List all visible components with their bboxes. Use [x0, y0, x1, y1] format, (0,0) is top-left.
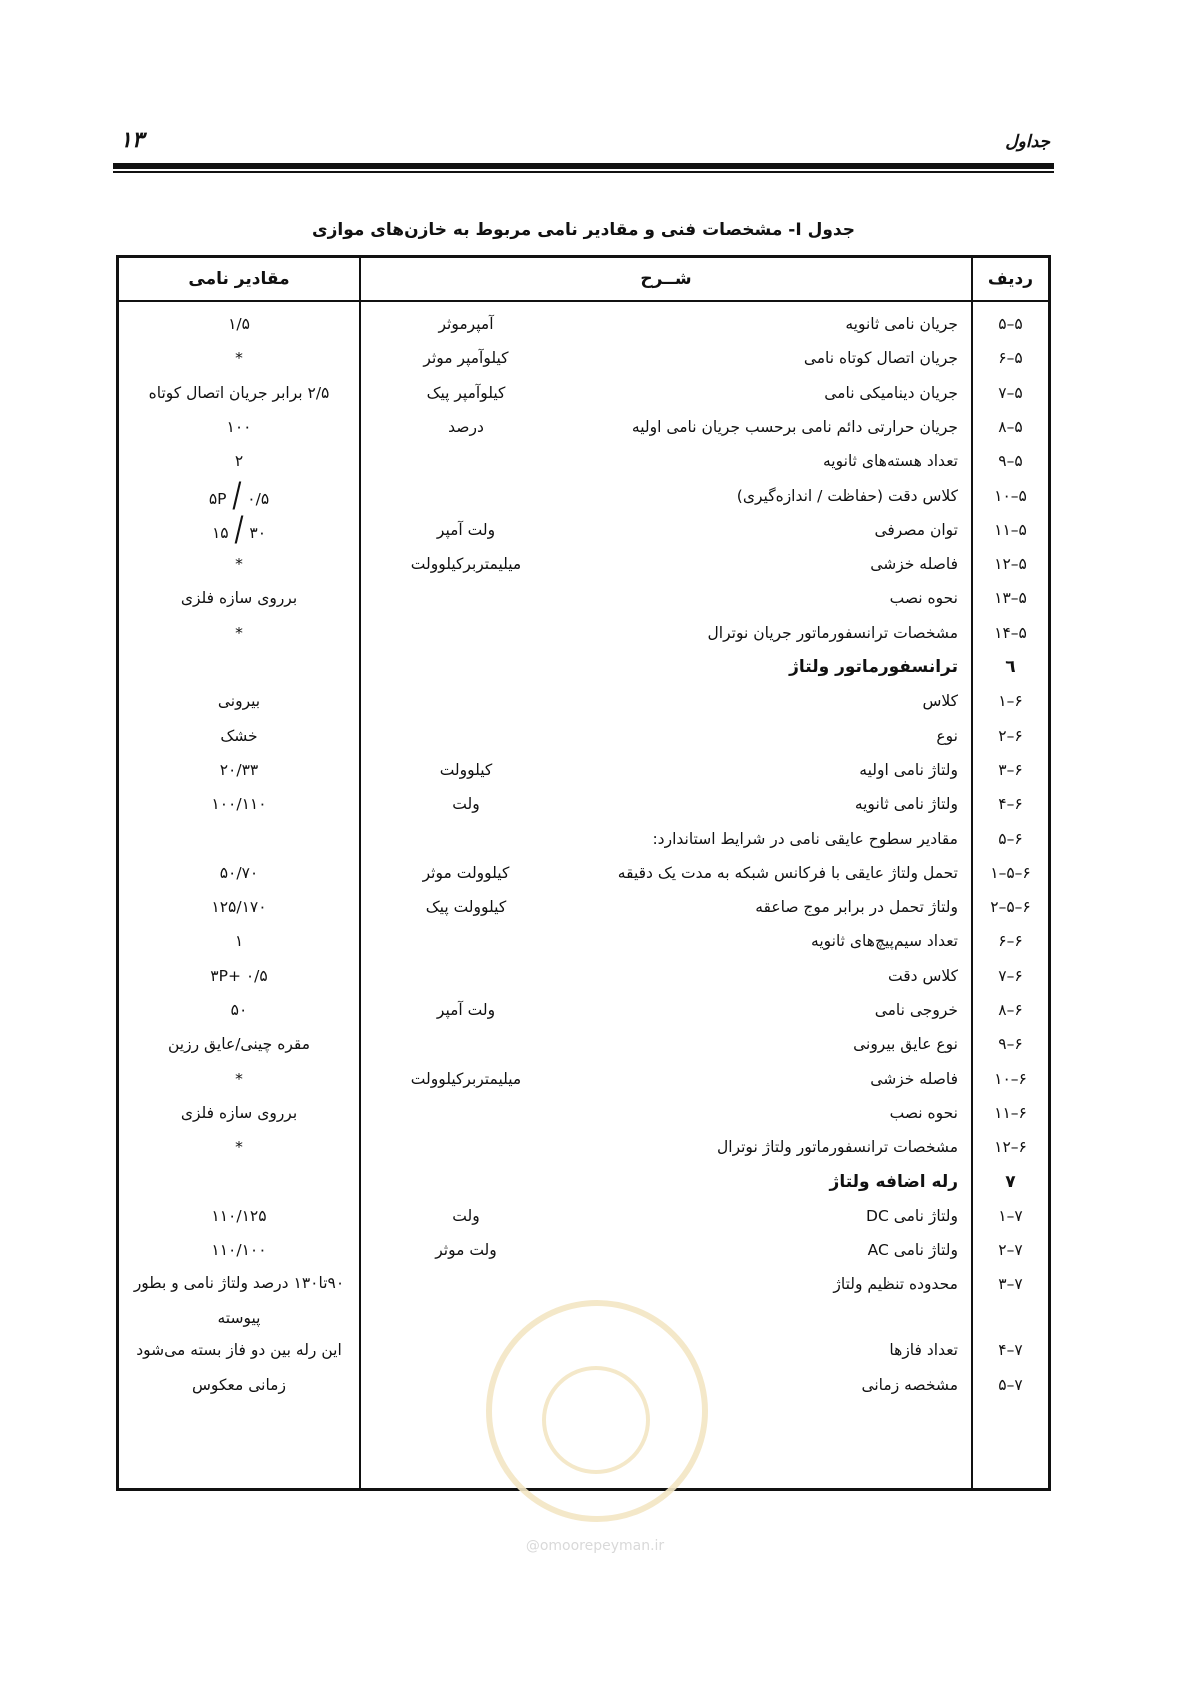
table-row [119, 478, 1048, 514]
row-unit: میلیمتربرکیلوولت [410, 555, 522, 574]
table-row [119, 958, 1048, 994]
row-number: ۷–۲ [998, 1241, 1023, 1260]
row-unit [371, 923, 561, 959]
table-row [119, 443, 1048, 479]
row-description: ترانسفورماتور ولتاژ [789, 657, 958, 677]
row-unit: ولت موثر [435, 1241, 497, 1260]
table-row [119, 512, 1048, 548]
value-part-right: ۱۵ [211, 523, 229, 542]
row-value [119, 821, 359, 857]
row-description: جریان نامی ثانویه [845, 315, 958, 333]
table-caption: جدول I- مشخصات فنی و مقادیر نامی مربوط به خازن‌های موازی [312, 220, 855, 240]
row-number: ۵–۶ [998, 349, 1023, 368]
section-row [119, 1164, 1048, 1200]
row-number: ۷–۴ [998, 1341, 1023, 1360]
row-number: ۶–۶ [998, 932, 1023, 951]
row-value: * [235, 349, 243, 368]
row-number: ۶–۸ [998, 1001, 1023, 1019]
table-row [119, 855, 1048, 891]
row-description: ولتاژ نامی اولیه [859, 760, 958, 779]
row-value: ۱۰۰/۱۱۰ [211, 795, 267, 814]
row-description: تعداد فازها [889, 1341, 958, 1360]
table-row [119, 821, 1048, 857]
row-value: ۲ [234, 452, 244, 471]
row-unit: ولت آمپر [436, 520, 496, 539]
row-value: * [235, 623, 243, 642]
row-unit: کیلوآمپر موثر [423, 349, 509, 368]
table-row [119, 340, 1048, 376]
row-number: ۷ [1005, 1171, 1016, 1192]
row-number: ۶–۵–۱ [990, 863, 1031, 882]
row-description: مشخصات ترانسفورماتور جریان نوترال [707, 623, 958, 642]
row-unit: کیلوولت پیک [425, 898, 507, 917]
table-row [119, 889, 1048, 925]
header-rule-thick [113, 163, 1054, 169]
row-value: خشک [220, 726, 258, 745]
table-row [119, 923, 1048, 959]
row-unit [371, 683, 561, 719]
table-row [119, 409, 1048, 445]
row-unit [371, 958, 561, 994]
row-number: ۷–۳ [998, 1275, 1023, 1294]
row-unit: آمپرموثر [438, 315, 494, 333]
row-unit [371, 580, 561, 616]
row-number: ۶–۵ [998, 829, 1023, 848]
row-unit [371, 478, 561, 514]
row-description: جریان اتصال کوتاه نامی [803, 349, 958, 368]
value-part-right: ۰/۵ [247, 489, 270, 508]
row-value: ۲۰/۳۳ [219, 760, 259, 779]
row-unit: ولت آمپر [436, 1001, 496, 1019]
row-description: فاصله خزشی [870, 1069, 958, 1088]
row-unit: درصد [448, 417, 484, 436]
row-description: توان مصرفی [874, 520, 958, 539]
row-value: * [235, 1069, 243, 1088]
row-description: نوع عایق بیرونی [853, 1035, 958, 1054]
row-unit [371, 443, 561, 479]
row-number: ۶–۱ [998, 692, 1023, 711]
column-header-values: مقادیر نامی [188, 269, 290, 289]
row-description: کلاس دقت [887, 966, 958, 985]
row-description: کلاس [922, 692, 958, 711]
row-value: ۱ [234, 932, 244, 951]
row-unit [371, 821, 561, 857]
page-number: ۱۳ [120, 128, 144, 153]
table-row [119, 1026, 1048, 1062]
row-unit [371, 649, 561, 685]
row-unit: کیلوولت [439, 760, 493, 779]
row-number: ۶–۱۲ [994, 1138, 1027, 1157]
row-description: مشخصه زمانی [861, 1375, 958, 1394]
row-unit: کیلوآمپر پیک [426, 383, 506, 402]
row-unit: ولت [452, 1206, 480, 1225]
row-value: * [235, 555, 243, 574]
row-value: ۵۰/۷۰ [219, 863, 259, 882]
row-value [119, 649, 359, 685]
row-description: جریان دینامیکی نامی [824, 383, 958, 402]
row-value: ۱۱۰/۱۰۰ [211, 1241, 267, 1260]
row-number: ۵–۱۳ [994, 589, 1027, 608]
row-number: ۶–۲ [998, 726, 1023, 745]
row-value: مقره چینی/عایق رزین [167, 1035, 311, 1054]
row-description: ولتاژ نامی ثانویه [854, 795, 958, 814]
row-number: ۵–۹ [998, 452, 1023, 471]
row-number: ۶–۱۰ [994, 1069, 1027, 1088]
table-row [119, 1061, 1048, 1097]
header-rule-thin [113, 171, 1054, 173]
row-description: رله اضافه ولتاژ [829, 1171, 958, 1192]
row-value [119, 1164, 359, 1200]
value-part-left: ۵P [208, 489, 227, 508]
table-row [119, 546, 1048, 582]
column-header-sharh: شــرح [640, 269, 692, 289]
row-number: ۵–۱۴ [994, 623, 1027, 642]
table-row [119, 1198, 1048, 1234]
row-description: تعداد سیم‌پیچ‌های ثانویه [811, 932, 958, 951]
row-unit [371, 1026, 561, 1062]
row-description: جریان حرارتی دائم نامی برحسب جریان نامی اولیه [631, 417, 958, 436]
row-value: این رله بین دو فاز بسته می‌شود [136, 1341, 342, 1360]
row-unit: ولت [452, 795, 480, 814]
row-value: ۱۰۰ [226, 417, 252, 436]
row-number: ۶–۹ [998, 1035, 1023, 1054]
table-row [119, 992, 1048, 1028]
table-row [119, 786, 1048, 822]
watermark-url: @omoorepeyman.ir [525, 1538, 665, 1554]
row-description: ولتاژ تحمل در برابر موج صاعقه [755, 898, 958, 917]
row-value: * [235, 1138, 243, 1157]
row-value: برروی سازه فلزی [180, 1103, 298, 1122]
row-description: نحوه نصب [889, 1103, 958, 1122]
row-number: ۶–۴ [998, 795, 1023, 814]
table-row [119, 1095, 1048, 1131]
section-row [119, 649, 1048, 685]
table-row [119, 580, 1048, 616]
row-description: خروجی نامی [874, 1001, 958, 1019]
watermark-seal [486, 1300, 708, 1522]
row-number: ۷–۱ [998, 1206, 1023, 1225]
row-number: ٦ [1005, 657, 1016, 677]
row-value: برروی سازه فلزی [180, 589, 298, 608]
row-value: بیرونی [217, 692, 261, 711]
table-row [119, 306, 1048, 342]
row-unit [371, 718, 561, 754]
row-unit [371, 1129, 561, 1165]
row-description: نوع [936, 726, 958, 745]
row-description: نحوه نصب [889, 589, 958, 608]
row-description: محدوده تنظیم ولتاژ [833, 1275, 958, 1294]
table-row [119, 615, 1048, 651]
row-number: ۵–۸ [998, 417, 1023, 436]
divider-slash: / [232, 476, 242, 515]
row-unit: میلیمتربرکیلوولت [410, 1069, 522, 1088]
table-row [119, 752, 1048, 788]
row-value [119, 512, 359, 548]
row-number: ۶–۳ [998, 760, 1023, 779]
row-number: ۵–۱۱ [994, 520, 1027, 539]
row-description: کلاس دقت (حفاظت / اندازه‌گیری) [736, 486, 958, 505]
row-value: ۱/۵ [228, 315, 250, 333]
divider-slash: / [234, 510, 244, 550]
row-value: ۰/۵ +۳P [210, 966, 268, 985]
row-number: ۵–۵ [998, 315, 1023, 333]
table-row [119, 683, 1048, 719]
row-value: ۹۰تا۱۳۰ درصد ولتاژ نامی و بطور پیوسته [133, 1274, 345, 1328]
row-unit [371, 615, 561, 651]
row-unit [371, 1095, 561, 1131]
row-number: ۵–۱۲ [994, 555, 1027, 574]
row-number: ۷–۵ [998, 1375, 1023, 1394]
row-description: فاصله خزشی [870, 555, 958, 574]
row-number: ۶–۱۱ [994, 1103, 1027, 1122]
row-number: ۶–۵–۲ [990, 898, 1031, 917]
row-description: تحمل ولتاژ عایقی با فرکانس شبکه به مدت یک دقیقه [617, 863, 958, 882]
row-description: مقادیر سطوح عایقی نامی در شرایط استاندارد: [652, 829, 958, 848]
row-unit: کیلوولت موثر [422, 863, 510, 882]
column-header-radif: ردیف [987, 269, 1034, 289]
value-part-left: ۳۰ [249, 523, 267, 542]
table-row [119, 1129, 1048, 1165]
table-row [119, 375, 1048, 411]
row-description: ولتاژ نامی DC [866, 1206, 958, 1225]
row-value: زمانی معکوس [192, 1375, 286, 1394]
row-number: ۶–۷ [998, 966, 1023, 985]
row-unit [371, 1164, 561, 1200]
row-description: مشخصات ترانسفورماتور ولتاژ نوترال [717, 1138, 958, 1157]
row-value: ۱۱۰/۱۲۵ [211, 1206, 267, 1225]
row-description: تعداد هسته‌های ثانویه [823, 452, 958, 471]
row-number: ۵–۱۰ [994, 486, 1027, 505]
running-header-title: جداول [1005, 132, 1050, 152]
row-value: ۵۰ [230, 1001, 248, 1019]
row-value: ۱۲۵/۱۷۰ [211, 898, 267, 917]
row-description: ولتاژ نامی AC [867, 1241, 958, 1260]
table-row [119, 1232, 1048, 1268]
row-value: ۲/۵ برابر جریان اتصال کوتاه [148, 383, 330, 402]
row-number: ۵–۷ [998, 383, 1023, 402]
row-unit [371, 1266, 561, 1302]
table-row [119, 718, 1048, 754]
